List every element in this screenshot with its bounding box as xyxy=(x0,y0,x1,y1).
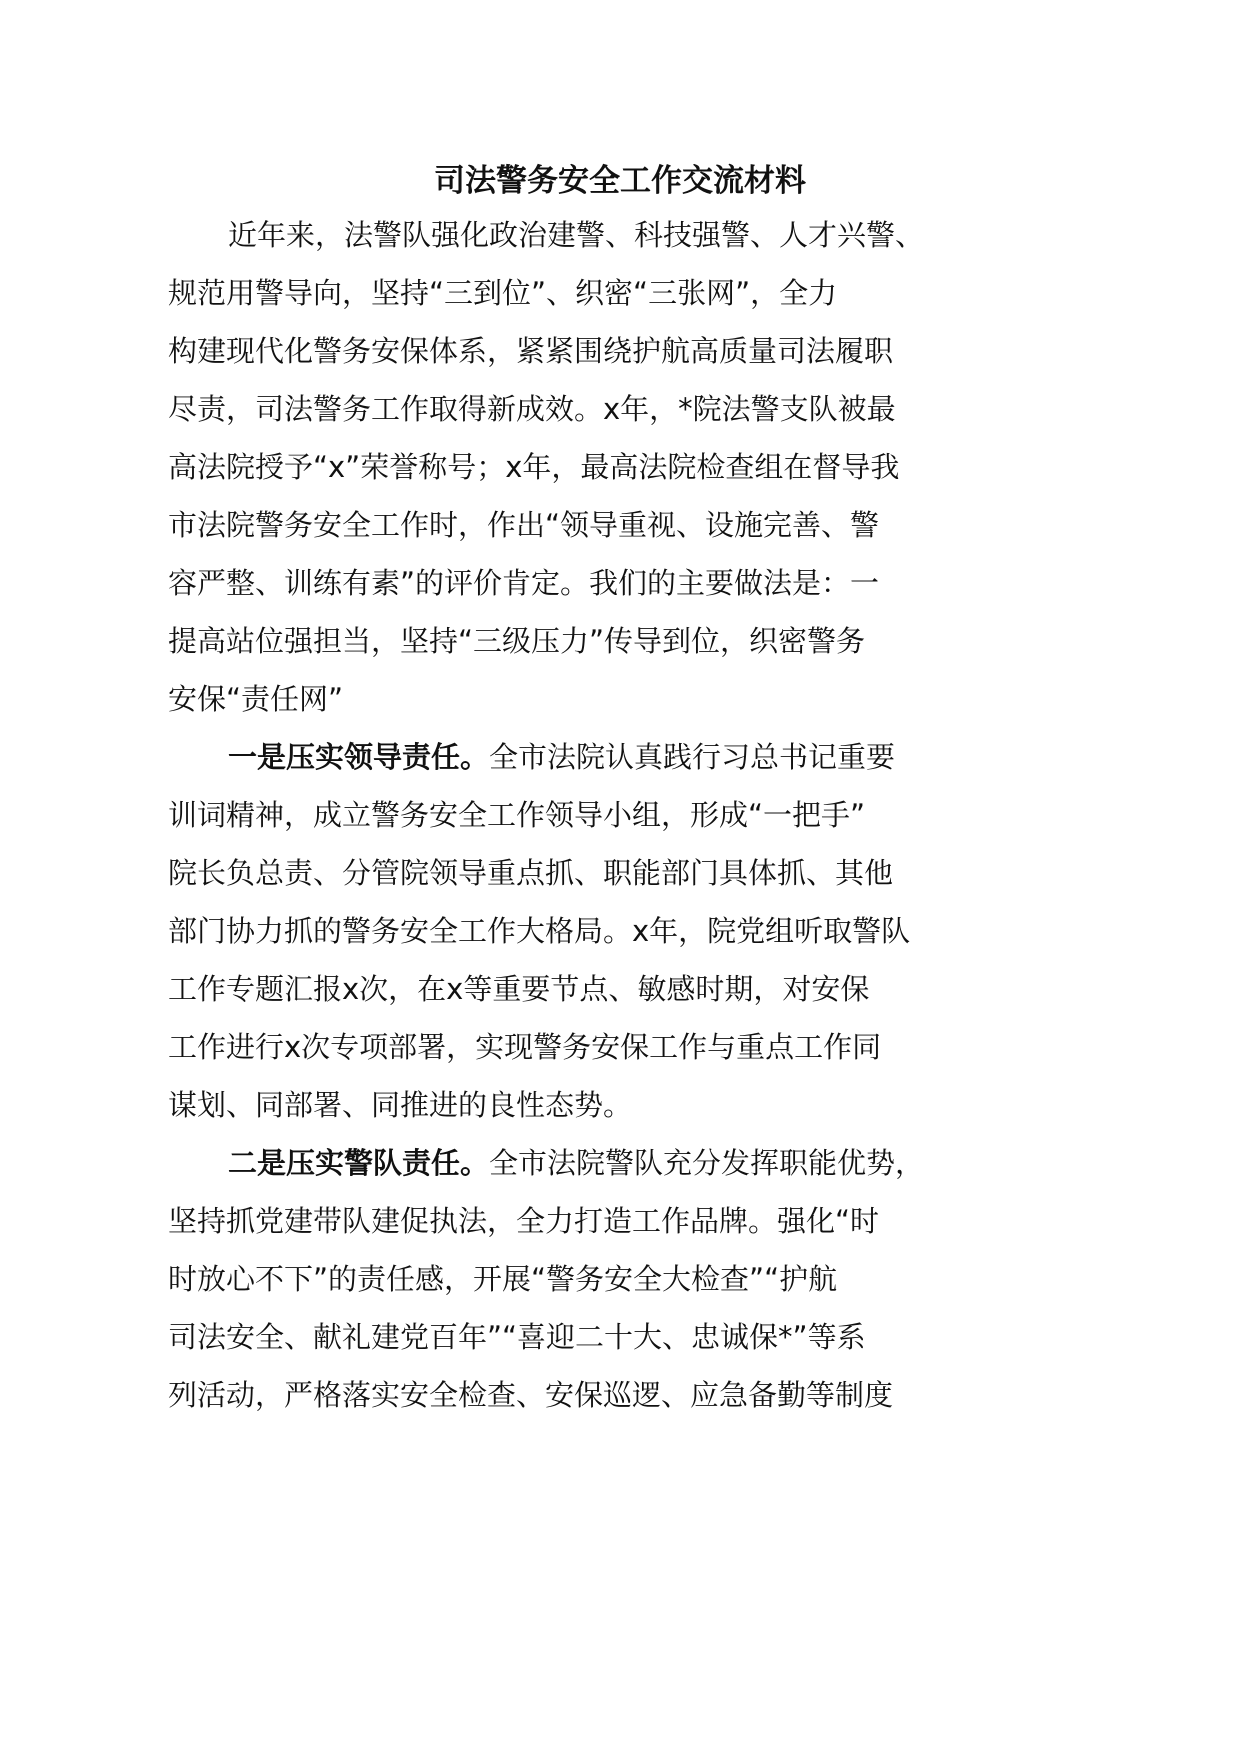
paragraph-leadership-responsibility xyxy=(168,728,968,1134)
document-body xyxy=(168,206,968,1424)
text-line: 列活动，严格落实安全检查、安保巡逻、应急备勤等制度 xyxy=(168,1378,894,1412)
text-line: 部门协力抓的警务安全工作大格局。x年，院党组听取警队 xyxy=(168,914,911,948)
paragraph-intro xyxy=(168,206,968,728)
text-line: 近年来，法警队强化政治建警、科技强警、人才兴警、 xyxy=(228,218,925,252)
text-line: 工作专题汇报x次，在x等重要节点、敏感时期，对安保 xyxy=(168,972,870,1006)
text-span: 全市法院警队充分发挥职能优势， xyxy=(489,1146,925,1180)
text-line: 容严整、训练有素”的评价肯定。我们的主要做法是：一 xyxy=(168,566,880,600)
text-span: 全市法院认真践行习总书记重要 xyxy=(489,740,896,774)
text-line: 安保“责任网” xyxy=(168,682,344,716)
paragraph-police-team-responsibility xyxy=(168,1134,968,1424)
paragraph-lead: 一是压实领导责任。 xyxy=(228,740,490,774)
text-line: 市法院警务安全工作时，作出“领导重视、设施完善、警 xyxy=(168,508,880,542)
text-line: 坚持抓党建带队建促执法，全力打造工作品牌。强化“时 xyxy=(168,1204,880,1238)
text-line: 训词精神，成立警务安全工作领导小组，形成“一把手” xyxy=(168,798,866,832)
text-line: 工作进行x次专项部署，实现警务安保工作与重点工作同 xyxy=(168,1030,882,1064)
text-line: 时放心不下”的责任感，开展“警务安全大检查”“护航 xyxy=(168,1262,838,1296)
text-line xyxy=(168,728,968,786)
text-line: 规范用警导向，坚持“三到位”、织密“三张网”，全力 xyxy=(168,276,838,310)
text-line: 院长负总责、分管院领导重点抓、职能部门具体抓、其他 xyxy=(168,856,894,890)
text-line: 构建现代化警务安保体系，紧紧围绕护航高质量司法履职 xyxy=(168,334,894,368)
text-line: 高法院授予“x”荣誉称号；x年，最高法院检查组在督导我 xyxy=(168,450,900,484)
paragraph-lead: 二是压实警队责任。 xyxy=(228,1146,490,1180)
text-line: 司法安全、献礼建党百年”“喜迎二十大、忠诚保*”等系 xyxy=(168,1320,866,1354)
text-line xyxy=(168,1134,968,1192)
text-line: 尽责，司法警务工作取得新成效。x年，*院法警支队被最 xyxy=(168,392,896,426)
document-title: 司法警务安全工作交流材料 xyxy=(434,163,806,199)
text-line: 提高站位强担当，坚持“三级压力”传导到位，织密警务 xyxy=(168,624,866,658)
text-line: 谋划、同部署、同推进的良性态势。 xyxy=(168,1088,633,1122)
